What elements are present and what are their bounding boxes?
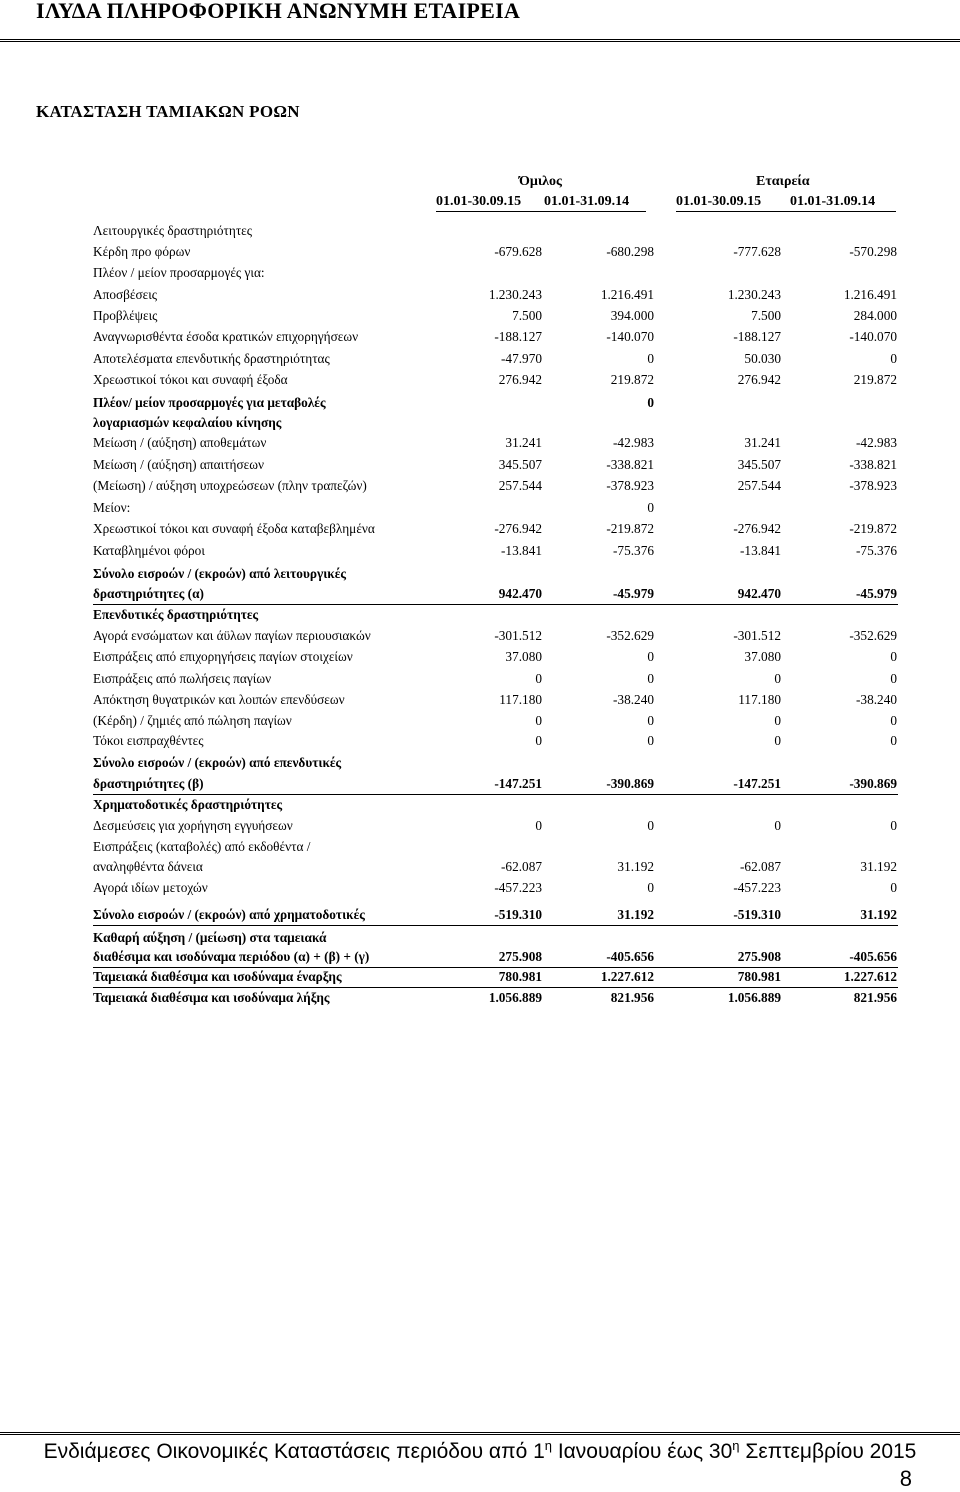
row-value-col-3: 0 — [774, 733, 781, 748]
row-value-col-1: 0 — [535, 713, 542, 728]
footer-rule — [0, 1432, 960, 1435]
row-value-col-1: 345.507 — [498, 457, 542, 472]
subtotal-underline — [93, 604, 898, 605]
row-value-col-3: 0 — [774, 671, 781, 686]
table-row — [0, 879, 960, 899]
row-label: (Κέρδη) / ζημιές από πώληση παγίων — [93, 713, 292, 728]
row-label: δραστηριότητες (α) — [93, 586, 204, 601]
row-value-col-2: 0 — [647, 671, 654, 686]
row-value-col-2: 31.192 — [617, 859, 654, 874]
table-row — [0, 838, 960, 858]
row-value-col-3: 37.080 — [744, 649, 781, 664]
row-value-col-3: -519.310 — [733, 907, 781, 922]
row-value-col-4: -140.070 — [849, 329, 897, 344]
row-label: Αποτελέσματα επενδυτικής δραστηριότητας — [93, 351, 330, 366]
footer-sup-a: η — [544, 1438, 552, 1453]
row-value-col-3: 50.030 — [744, 351, 781, 366]
table-row — [0, 627, 960, 647]
row-label: Χρεωστικοί τόκοι και συναφή έξοδα — [93, 372, 288, 387]
row-label: Καθαρή αύξηση / (μείωση) στα ταμειακά — [93, 930, 327, 945]
row-value-col-3: -457.223 — [733, 880, 781, 895]
table-row — [0, 499, 960, 519]
row-label: Αγορά ιδίων μετοχών — [93, 880, 208, 895]
table-row — [0, 648, 960, 668]
period-header-1: 01.01-30.09.15 — [436, 194, 522, 209]
table-row — [0, 222, 960, 242]
row-value-col-2: 0 — [647, 395, 654, 410]
row-value-col-2: -405.656 — [606, 949, 654, 964]
row-value-col-1: -47.970 — [501, 351, 542, 366]
table-row — [0, 817, 960, 837]
table-row — [0, 328, 960, 348]
page-title: ΚΑΤΑΣΤΑΣΗ ΤΑΜΙΑΚΩΝ ΡΟΩΝ — [36, 102, 300, 121]
row-value-col-1: 1.056.889 — [488, 990, 542, 1005]
table-row — [0, 456, 960, 476]
row-value-col-2: 1.216.491 — [600, 287, 654, 302]
row-value-col-2: -378.923 — [606, 478, 654, 493]
row-value-col-4: -45.979 — [856, 586, 897, 601]
row-value-col-3: -13.841 — [740, 543, 781, 558]
row-value-col-3: 942.470 — [737, 586, 781, 601]
row-value-col-2: 0 — [647, 733, 654, 748]
row-value-col-2: -38.240 — [613, 692, 654, 707]
row-value-col-4: 0 — [890, 818, 897, 833]
group-period-rule — [436, 211, 646, 212]
row-label: Μείωση / (αύξηση) απαιτήσεων — [93, 457, 264, 472]
row-value-col-1: -13.841 — [501, 543, 542, 558]
row-value-col-1: 0 — [535, 733, 542, 748]
row-label: διαθέσιμα και ισοδύναμα περιόδου (α) + (β) + (γ) — [93, 949, 370, 964]
row-value-col-1: 276.942 — [498, 372, 542, 387]
period-header-4: 01.01-31.09.14 — [790, 194, 876, 209]
company-name: ΙΛΥΔΑ ΠΛΗΡΟΦΟΡΙΚΗ ΑΝΩΝΥΜΗ ΕΤΑΙΡΕΙΑ — [36, 0, 521, 23]
company-period-rule — [676, 211, 896, 212]
table-row — [0, 754, 960, 774]
row-value-col-2: 219.872 — [610, 372, 654, 387]
table-row — [0, 414, 960, 434]
footer-text-a: Ενδιάμεσες Οικονομικές Καταστάσεις περιόδου από 1 — [43, 1440, 545, 1463]
row-value-col-1: 0 — [535, 818, 542, 833]
row-value-col-3: 1.230.243 — [727, 287, 781, 302]
table-row — [0, 775, 960, 795]
table-row — [0, 542, 960, 562]
row-label: Αποσβέσεις — [93, 287, 158, 302]
row-label: Χρηματοδοτικές δραστηριότητες — [93, 797, 283, 812]
row-value-col-2: -140.070 — [606, 329, 654, 344]
row-value-col-2: -75.376 — [613, 543, 654, 558]
company-column-header: Εταιρεία — [756, 174, 810, 189]
row-label: Σύνολο εισροών / (εκροών) από χρηματοδοτικές — [93, 907, 365, 922]
row-value-col-2: -680.298 — [606, 244, 654, 259]
subtotal-underline — [93, 987, 898, 988]
row-value-col-2: -219.872 — [606, 521, 654, 536]
table-row — [0, 796, 960, 816]
table-row — [0, 286, 960, 306]
row-value-col-4: -219.872 — [849, 521, 897, 536]
table-row — [0, 243, 960, 263]
table-row — [0, 434, 960, 454]
row-value-col-1: -457.223 — [494, 880, 542, 895]
row-label: Χρεωστικοί τόκοι και συναφή έξοδα καταβεβλημένα — [93, 521, 375, 536]
row-value-col-3: 117.180 — [738, 692, 781, 707]
row-label: δραστηριότητες (β) — [93, 776, 204, 791]
table-row — [0, 670, 960, 690]
table-row — [0, 477, 960, 497]
row-value-col-2: 0 — [647, 880, 654, 895]
row-label: Επενδυτικές δραστηριότητες — [93, 607, 259, 622]
footer-sup-b: η — [732, 1438, 740, 1453]
row-value-col-2: 1.227.612 — [600, 969, 654, 984]
row-value-col-1: 257.544 — [498, 478, 542, 493]
row-label: Εισπράξεις από επιχορηγήσεις παγίων στοιχείων — [93, 649, 353, 664]
row-label: Πλέον / μείον προσαρμογές για: — [93, 265, 265, 280]
row-value-col-3: -276.942 — [733, 521, 781, 536]
row-value-col-1: -301.512 — [494, 628, 542, 643]
row-value-col-3: 31.241 — [744, 435, 781, 450]
row-value-col-1: 780.981 — [498, 969, 542, 984]
row-label: αναληφθέντα δάνεια — [93, 859, 203, 874]
table-row — [0, 691, 960, 711]
row-value-col-1: 7.500 — [512, 308, 542, 323]
row-value-col-3: 257.544 — [737, 478, 781, 493]
row-value-col-3: 0 — [774, 818, 781, 833]
row-value-col-3: -62.087 — [740, 859, 781, 874]
row-value-col-3: 0 — [774, 713, 781, 728]
row-label: (Μείωση) / αύξηση υποχρεώσεων (πλην τραπεζών) — [93, 478, 367, 493]
table-row — [0, 350, 960, 370]
row-value-col-4: -405.656 — [849, 949, 897, 964]
table-row — [0, 264, 960, 284]
row-value-col-1: 37.080 — [505, 649, 542, 664]
row-value-col-2: 0 — [647, 818, 654, 833]
row-value-col-4: 284.000 — [853, 308, 897, 323]
subtotal-underline — [93, 794, 898, 795]
row-label: Προβλέψεις — [93, 308, 158, 323]
row-label: Αγορά ενσώματων και άϋλων παγίων περιουσιακών — [93, 628, 371, 643]
row-value-col-1: -679.628 — [494, 244, 542, 259]
row-value-col-1: -62.087 — [501, 859, 542, 874]
row-value-col-3: -147.251 — [733, 776, 781, 791]
table-row — [0, 732, 960, 752]
row-value-col-4: -390.869 — [849, 776, 897, 791]
row-label: Αναγνωρισθέντα έσοδα κρατικών επιχορηγήσεων — [93, 329, 359, 344]
header-rule — [0, 39, 960, 44]
row-label: Πλέον/ μείον προσαρμογές για μεταβολές — [93, 395, 326, 410]
table-row — [0, 858, 960, 878]
row-value-col-4: 0 — [890, 880, 897, 895]
row-value-col-1: 0 — [535, 671, 542, 686]
row-value-col-4: 1.227.612 — [843, 969, 897, 984]
row-value-col-1: -276.942 — [494, 521, 542, 536]
row-value-col-1: -147.251 — [494, 776, 542, 791]
table-row — [0, 948, 960, 968]
row-value-col-1: 1.230.243 — [488, 287, 542, 302]
row-value-col-3: 780.981 — [737, 969, 781, 984]
row-value-col-2: 0 — [647, 649, 654, 664]
row-value-col-1: -188.127 — [494, 329, 542, 344]
row-value-col-3: 276.942 — [737, 372, 781, 387]
row-value-col-4: 219.872 — [853, 372, 897, 387]
table-row — [0, 712, 960, 732]
row-label: Σύνολο εισροών / (εκροών) από επενδυτικές — [93, 755, 342, 770]
row-value-col-4: -378.923 — [849, 478, 897, 493]
footer-text — [0, 1438, 960, 1464]
table-row — [0, 585, 960, 605]
row-value-col-4: -570.298 — [849, 244, 897, 259]
row-value-col-1: -519.310 — [494, 907, 542, 922]
footer-text-c: Σεπτεμβρίου 2015 — [739, 1440, 917, 1463]
row-value-col-2: 0 — [647, 500, 654, 515]
row-label: Καταβλημένοι φόροι — [93, 543, 205, 558]
row-label: Κέρδη προ φόρων — [93, 244, 191, 259]
row-value-col-2: 821.956 — [610, 990, 654, 1005]
row-label: Δεσμεύσεις για χορήγηση εγγυήσεων — [93, 818, 293, 833]
table-row — [0, 394, 960, 414]
group-column-header: Όμιλος — [519, 174, 562, 189]
table-row — [0, 606, 960, 626]
period-header-3: 01.01-30.09.15 — [676, 194, 762, 209]
row-value-col-2: 0 — [647, 351, 654, 366]
row-value-col-1: 942.470 — [498, 586, 542, 601]
row-value-col-3: 7.500 — [751, 308, 781, 323]
row-value-col-3: 1.056.889 — [727, 990, 781, 1005]
row-value-col-1: 31.241 — [505, 435, 542, 450]
row-value-col-2: 394.000 — [610, 308, 654, 323]
row-label: Ταμειακά διαθέσιμα και ισοδύναμα έναρξης — [93, 969, 342, 984]
row-value-col-4: 1.216.491 — [843, 287, 897, 302]
row-label: Τόκοι εισπραχθέντες — [93, 733, 204, 748]
row-label: Σύνολο εισροών / (εκροών) από λειτουργικές — [93, 566, 346, 581]
row-value-col-2: 31.192 — [617, 907, 654, 922]
row-label: Ταμειακά διαθέσιμα και ισοδύναμα λήξης — [93, 990, 330, 1005]
row-value-col-1: 275.908 — [498, 949, 542, 964]
row-value-col-4: 821.956 — [853, 990, 897, 1005]
row-value-col-2: 0 — [647, 713, 654, 728]
row-value-col-3: -777.628 — [733, 244, 781, 259]
row-label: Μείωση / (αύξηση) αποθεμάτων — [93, 435, 267, 450]
table-row — [0, 565, 960, 585]
row-label: Λειτουργικές δραστηριότητες — [93, 223, 253, 238]
row-label: Μείον: — [93, 500, 131, 515]
row-value-col-4: -42.983 — [856, 435, 897, 450]
table-row — [0, 307, 960, 327]
row-value-col-4: 31.192 — [860, 907, 897, 922]
table-row — [0, 371, 960, 391]
row-value-col-4: 0 — [890, 649, 897, 664]
footer-text-b: Ιανουαρίου έως 30 — [552, 1440, 733, 1463]
row-value-col-1: 117.180 — [499, 692, 542, 707]
row-value-col-3: -188.127 — [733, 329, 781, 344]
row-value-col-4: 31.192 — [860, 859, 897, 874]
table-row — [0, 929, 960, 949]
table-row — [0, 989, 960, 1009]
row-value-col-4: -352.629 — [849, 628, 897, 643]
subtotal-underline — [93, 925, 898, 926]
row-value-col-2: -338.821 — [606, 457, 654, 472]
row-value-col-4: 0 — [890, 671, 897, 686]
period-header-2: 01.01-31.09.14 — [544, 194, 630, 209]
row-value-col-2: -352.629 — [606, 628, 654, 643]
row-label: Εισπράξεις (καταβολές) από εκδοθέντα / — [93, 839, 311, 854]
row-value-col-3: 345.507 — [737, 457, 781, 472]
row-value-col-4: 0 — [890, 351, 897, 366]
row-value-col-4: -338.821 — [849, 457, 897, 472]
row-value-col-4: -38.240 — [856, 692, 897, 707]
row-value-col-2: -42.983 — [613, 435, 654, 450]
row-value-col-3: -301.512 — [733, 628, 781, 643]
row-value-col-4: -75.376 — [856, 543, 897, 558]
table-row — [0, 906, 960, 926]
page-number: 8 — [899, 1466, 912, 1491]
row-label: λογαριασμών κεφαλαίου κίνησης — [93, 415, 282, 430]
row-value-col-2: -390.869 — [606, 776, 654, 791]
row-label: Απόκτηση θυγατρικών και λοιπών επενδύσεων — [93, 692, 345, 707]
row-value-col-4: 0 — [890, 733, 897, 748]
table-row — [0, 520, 960, 540]
row-label: Εισπράξεις από πωλήσεις παγίων — [93, 671, 272, 686]
row-value-col-4: 0 — [890, 713, 897, 728]
table-row — [0, 968, 960, 988]
row-value-col-2: -45.979 — [613, 586, 654, 601]
row-value-col-3: 275.908 — [737, 949, 781, 964]
